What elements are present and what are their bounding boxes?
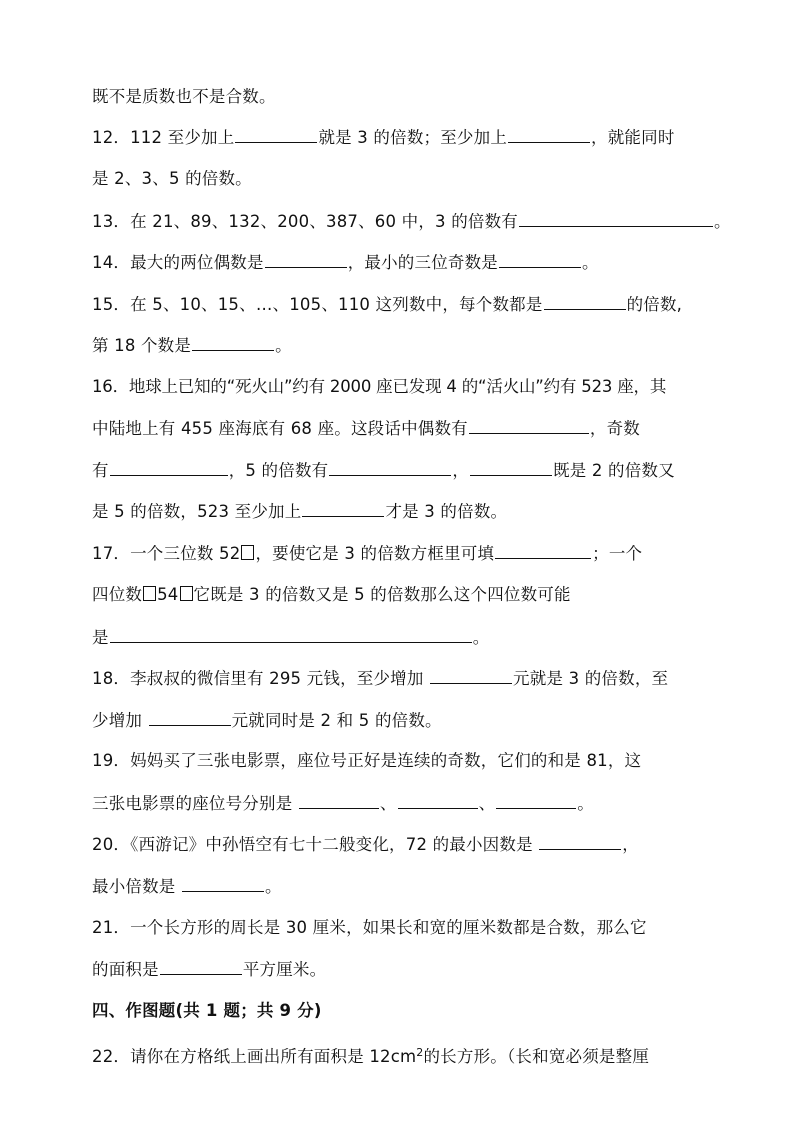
question-16-line-4: 是 5 的倍数，523 至少加上 才是 3 的倍数。 (92, 502, 508, 521)
digit-box (241, 545, 254, 560)
answer-blank[interactable] (192, 334, 274, 351)
question-18-line-2: 少增加 元就同时是 2 和 5 的倍数。 (92, 711, 442, 730)
question-17-line-3: 是 。 (92, 628, 490, 647)
question-20-line-2: 最小倍数是 。 (92, 877, 282, 896)
answer-blank[interactable] (470, 459, 552, 476)
answer-blank[interactable] (265, 251, 347, 268)
answer-blank[interactable] (149, 709, 231, 726)
question-16-line-2: 中陆地上有 455 座海底有 68 座。这段话中偶数有 ，奇数 (92, 419, 640, 438)
answer-blank[interactable] (544, 293, 626, 310)
answer-blank[interactable] (182, 875, 264, 892)
answer-blank[interactable] (235, 126, 317, 143)
answer-blank[interactable] (110, 626, 472, 643)
answer-blank[interactable] (299, 792, 379, 809)
question-20-line-1: 20．《西游记》中孙悟空有七十二般变化，72 的最小因数是 ， (92, 835, 639, 854)
question-12-line-2: 是 2、3、5 的倍数。 (92, 169, 252, 188)
answer-blank[interactable] (499, 251, 581, 268)
question-15-line-2: 第 18 个数是 。 (92, 336, 292, 355)
question-21-line-2: 的面积是 平方厘米。 (92, 960, 327, 979)
answer-blank[interactable] (160, 958, 242, 975)
answer-blank[interactable] (539, 833, 621, 850)
question-16-line-3: 有 ，5 的倍数有 ， 既是 2 的倍数又 (92, 461, 675, 480)
question-19-line-1: 19．妈妈买了三张电影票，座位号正好是连续的奇数，它们的和是 81，这 (92, 751, 642, 770)
answer-blank[interactable] (110, 459, 228, 476)
answer-blank[interactable] (508, 126, 590, 143)
question-15-line-1: 15．在 5、10、15、…、105、110 这列数中，每个数都是 的倍数, (92, 295, 683, 314)
answer-blank[interactable] (430, 667, 512, 684)
digit-box (143, 586, 156, 601)
answer-blank[interactable] (495, 542, 591, 559)
answer-blank[interactable] (469, 417, 589, 434)
question-12-line-1: 12．112 至少加上 就是 3 的倍数；至少加上 ，就能同时 (92, 128, 675, 147)
question-14: 14．最大的两位偶数是 ，最小的三位奇数是 。 (92, 253, 599, 272)
question-17-line-1: 17．一个三位数 52 ，要使它是 3 的倍数方框里可填 ；一个 (92, 544, 643, 563)
question-16-line-1: 16．地球上已知的“死火山”约有 2000 座已发现 4 的“活火山”约有 523 座，其 (92, 377, 667, 396)
answer-blank[interactable] (302, 500, 384, 517)
answer-blank[interactable] (496, 792, 576, 809)
question-21-line-1: 21．一个长方形的周长是 30 厘米，如果长和宽的厘米数都是合数，那么它 (92, 918, 647, 937)
question-17-line-2: 四位数 54 它既是 3 的倍数又是 5 的倍数那么这个四位数可能 (92, 585, 571, 604)
question-19-line-2: 三张电影票的座位号分别是 、 、 。 (92, 794, 594, 813)
question-22: 22．请你在方格纸上画出所有面积是 $12cm^2$的长方形。（长和宽必须是整厘 (92, 1046, 650, 1066)
digit-box (180, 586, 193, 601)
answer-blank[interactable] (398, 792, 478, 809)
section-4-heading: 四、作图题(共 1 题；共 9 分) (92, 1001, 322, 1020)
answer-blank[interactable] (519, 210, 713, 227)
question-13: 13．在 21、89、132、200、387、60 中，3 的倍数有 。 (92, 212, 731, 231)
line-1: 既不是质数也不是合数。 (92, 87, 276, 106)
question-18-line-1: 18．李叔叔的微信里有 295 元钱，至少增加 元就是 3 的倍数，至 (92, 669, 669, 688)
answer-blank[interactable] (329, 459, 451, 476)
